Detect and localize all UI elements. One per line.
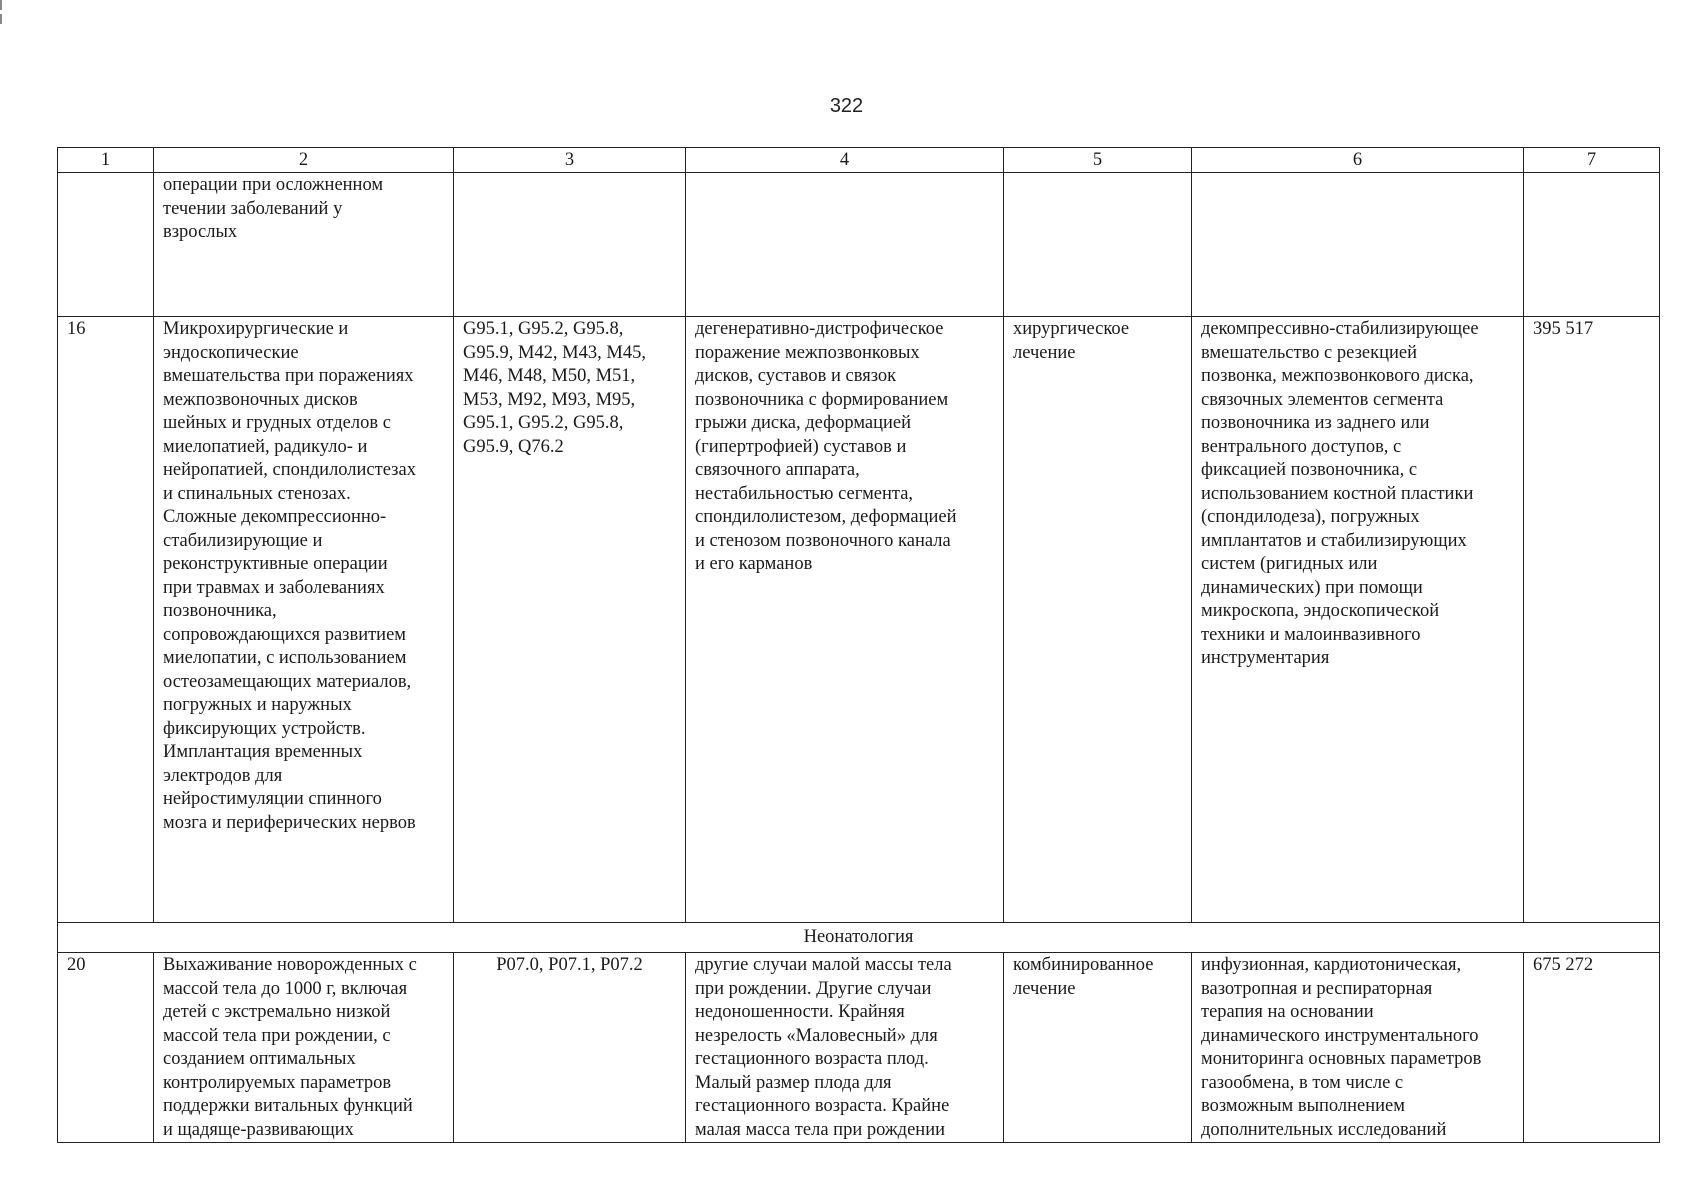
header-cell: 1: [58, 148, 154, 173]
cell-model: другие случаи малой массы тела при рождении. Другие случаи недоношенности. Крайняя незрелость «Маловесный» для гестационного возраста плод. Малый размер плода для гестационного возраста. Крайне малая масса тела при рождении: [686, 953, 1004, 1143]
cell-num: 16: [58, 317, 154, 923]
section-title: Неонатология: [58, 923, 1660, 953]
cell-cost: 675 272: [1524, 953, 1660, 1143]
services-table: [57, 147, 1660, 1143]
cell-codes: G95.1, G95.2, G95.8, G95.9, M42, M43, M45, M46, M48, M50, M51, M53, M92, M93, M95, G95.1, G95.2, G95.8, G95.9, Q76.2: [454, 317, 686, 923]
header-cell: 5: [1004, 148, 1192, 173]
cell-method: [1192, 173, 1524, 317]
cell-treatment: комбинированное лечение: [1004, 953, 1192, 1143]
cell-cost: 395 517: [1524, 317, 1660, 923]
table-row: [58, 173, 1660, 317]
cell-name: Выхаживание новорожденных с массой тела до 1000 г, включая детей с экстремально низкой массой тела при рождении, с созданием оптимальных контролируемых параметров поддержки витальных функций и щадяще-развивающих: [154, 953, 454, 1143]
header-cell: 2: [154, 148, 454, 173]
header-cell: 4: [686, 148, 1004, 173]
cell-codes: P07.0, P07.1, P07.2: [454, 953, 686, 1143]
cell-method: инфузионная, кардиотоническая, вазотропная и респираторная терапия на основании динамического инструментального мониторинга основных параметров газообмена, в том числе с возможным выполнением дополнительных исследований: [1192, 953, 1524, 1143]
header-cell: 6: [1192, 148, 1524, 173]
cell-model: [686, 173, 1004, 317]
cell-name: операции при осложненном течении заболеваний у взрослых: [154, 173, 454, 317]
table-row: [58, 953, 1660, 1143]
cell-treatment: хирургическое лечение: [1004, 317, 1192, 923]
cell-cost: [1524, 173, 1660, 317]
page-number: 322: [829, 95, 864, 117]
cell-num: 20: [58, 953, 154, 1143]
scan-edge-mark: [0, 0, 3, 40]
cell-treatment: [1004, 173, 1192, 317]
header-row: [58, 148, 1660, 173]
table-row: [58, 317, 1660, 923]
cell-model: дегенеративно-дистрофическое поражение межпозвонковых дисков, суставов и связок позвоночника с формированием грыжи диска, деформацией (гипертрофией) суставов и связочного аппарата, нестабильностью сегмента, спондилолистезом, деформацией и стенозом позвоночного канала и его карманов: [686, 317, 1004, 923]
header-cell: 7: [1524, 148, 1660, 173]
section-row: [58, 923, 1660, 953]
header-cell: 3: [454, 148, 686, 173]
cell-name: Микрохирургические и эндоскопические вмешательства при поражениях межпозвоночных дисков шейных и грудных отделов с миелопатией, радикуло- и нейропатией, спондилолистезах и спинальных стенозах. Сложные декомпрессионно- стабилизирующие и реконструктивные операции при травмах и заболеваниях позвоночника, сопровождающихся развитием миелопатии, с использованием остеозамещающих материалов, погружных и наружных фиксирующих устройств. Имплантация временных электродов для нейростимуляции спинного мозга и периферических нервов: [154, 317, 454, 923]
cell-codes: [454, 173, 686, 317]
cell-method: декомпрессивно-стабилизирующее вмешательство с резекцией позвонка, межпозвонкового диска, связочных элементов сегмента позвоночника из заднего или вентрального доступов, с фиксацией позвоночника, с использованием костной пластики (спондилодеза), погружных имплантатов и стабилизирующих систем (ригидных или динамических) при помощи микроскопа, эндоскопической техники и малоинвазивного инструментария: [1192, 317, 1524, 923]
cell-num: [58, 173, 154, 317]
